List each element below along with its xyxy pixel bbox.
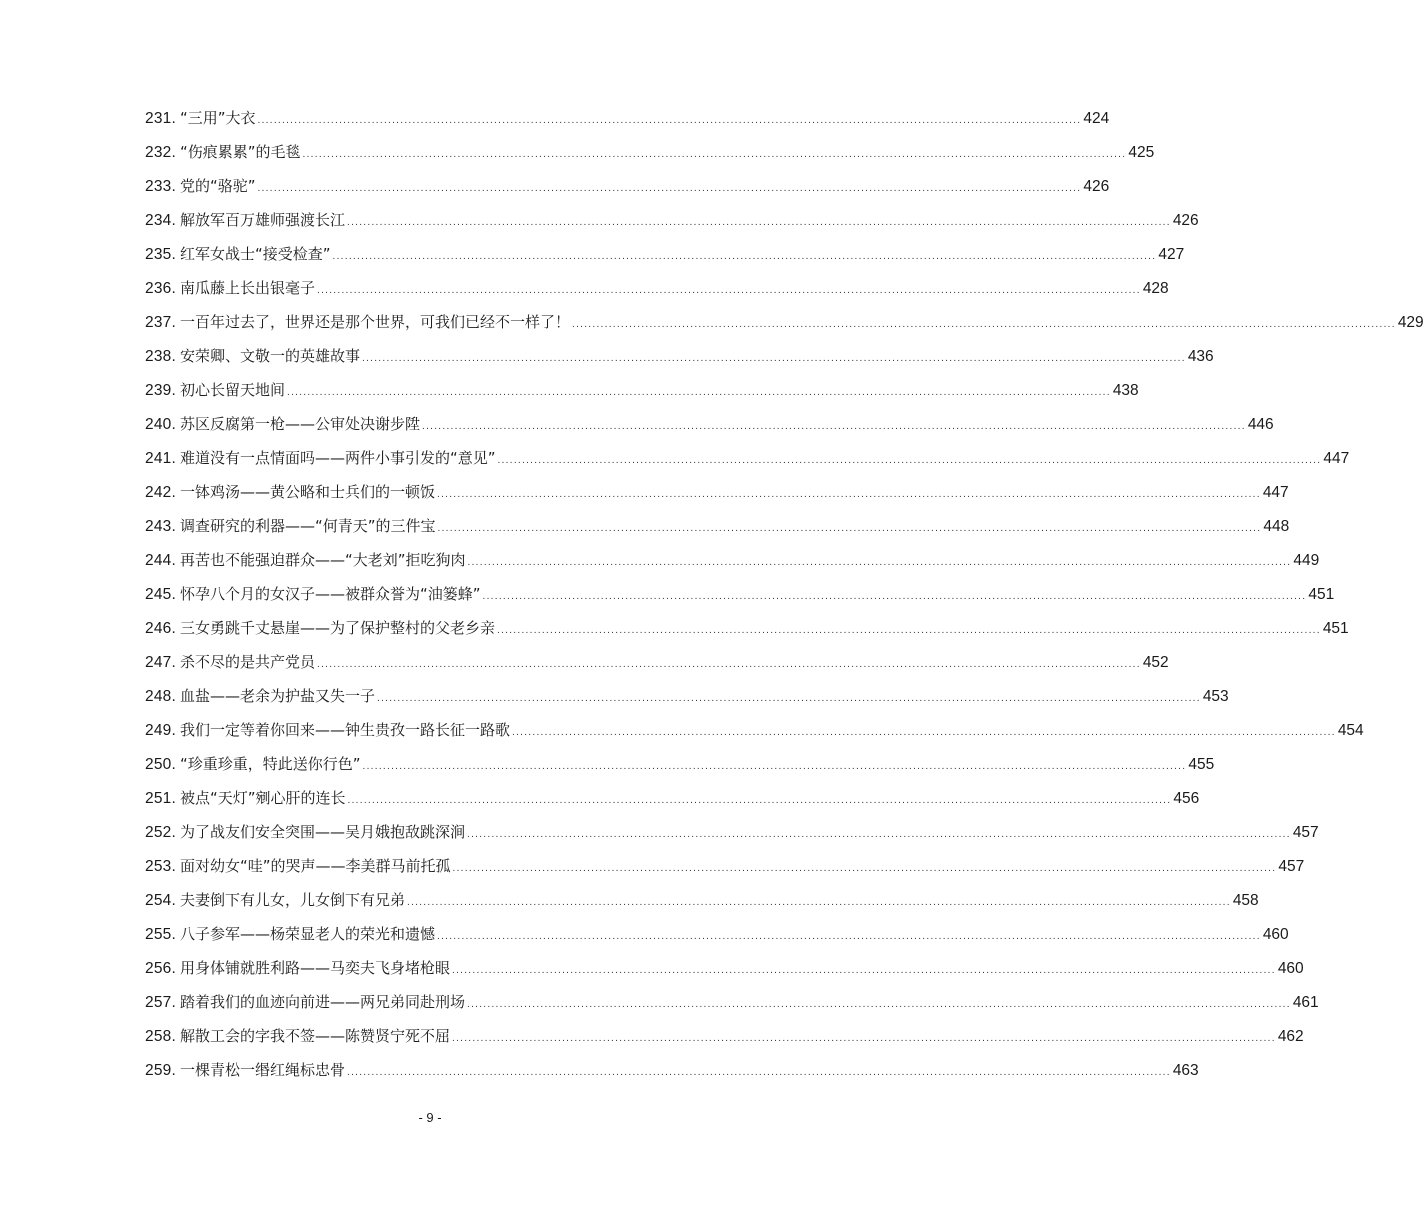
toc-entry-page: 448 <box>1263 518 1290 535</box>
toc-entry-title: 八子参军——杨荣显老人的荣光和遗憾 <box>179 925 435 943</box>
toc-entry-number: 231. <box>145 110 176 127</box>
toc-entry-number: 235. <box>145 246 176 263</box>
toc-entry-page: 457 <box>1278 858 1305 875</box>
toc-entry[interactable] <box>145 373 1139 407</box>
toc-entry[interactable] <box>145 577 1335 611</box>
toc-entry-number: 234. <box>145 212 176 229</box>
toc-dot-leader <box>362 342 1186 376</box>
toc-dot-leader <box>467 818 1291 852</box>
toc-dot-leader <box>437 920 1261 954</box>
toc-dot-leader <box>348 784 1172 818</box>
toc-entry[interactable] <box>145 237 1185 271</box>
toc-entry-number: 246. <box>145 620 176 637</box>
toc-dot-leader <box>333 240 1157 274</box>
toc-entry-page: 447 <box>1262 484 1289 501</box>
toc-entry-page: 463 <box>1172 1062 1199 1079</box>
toc-entry-page: 458 <box>1232 892 1259 909</box>
toc-entry-number: 240. <box>145 416 176 433</box>
toc-entry[interactable] <box>145 509 1290 543</box>
toc-entry[interactable] <box>145 645 1169 679</box>
toc-entry-number: 251. <box>145 790 176 807</box>
toc-entry-number: 249. <box>145 722 176 739</box>
toc-entry-number: 244. <box>145 552 176 569</box>
toc-entry-title: 用身体铺就胜利路——马奕夫飞身堵枪眼 <box>179 959 450 977</box>
toc-entry-page: 427 <box>1158 246 1185 263</box>
toc-entry-page: 449 <box>1293 552 1320 569</box>
toc-dot-leader <box>377 682 1201 716</box>
toc-entry[interactable] <box>145 407 1274 441</box>
toc-entry[interactable] <box>145 611 1349 645</box>
toc-entry-title: 初心长留天地间 <box>179 381 285 399</box>
toc-entry[interactable] <box>145 441 1350 475</box>
toc-dot-leader <box>422 410 1246 444</box>
toc-dot-leader <box>452 1022 1276 1056</box>
toc-entry-page: 426 <box>1172 212 1199 229</box>
toc-dot-leader <box>317 648 1141 682</box>
toc-entry-title: 红军女战士“接受检查” <box>179 245 331 263</box>
page-number: - 9 - <box>418 1110 442 1125</box>
toc-entry-number: 239. <box>145 382 176 399</box>
toc-entry-number: 232. <box>145 144 176 161</box>
toc-dot-leader <box>437 478 1261 512</box>
toc-entry-title: 怀孕八个月的女汉子——被群众誉为“油篓蜂” <box>179 585 481 603</box>
toc-entry-title: 杀不尽的是共产党员 <box>179 653 315 671</box>
toc-entry[interactable] <box>145 849 1305 883</box>
toc-dot-leader <box>287 376 1111 410</box>
toc-dot-leader <box>497 614 1321 648</box>
toc-entry-title: 南瓜藤上长出银毫子 <box>179 279 315 297</box>
toc-entry-title: “三用”大衣 <box>179 109 256 127</box>
toc-entry-title: 踏着我们的血迹向前进——两兄弟同赴刑场 <box>179 993 465 1011</box>
toc-entry-number: 238. <box>145 348 176 365</box>
toc-entry[interactable] <box>145 339 1214 373</box>
toc-entry-number: 243. <box>145 518 176 535</box>
toc-entry-page: 461 <box>1292 994 1319 1011</box>
toc-entry-page: 462 <box>1277 1028 1304 1045</box>
toc-entry-page: 453 <box>1202 688 1229 705</box>
toc-entry[interactable] <box>145 543 1320 577</box>
toc-dot-leader <box>498 444 1322 478</box>
toc-entry[interactable] <box>145 203 1199 237</box>
toc-entry[interactable] <box>145 475 1289 509</box>
toc-entry-number: 237. <box>145 314 176 331</box>
toc-entry-title: 我们一定等着你回来——钟生贵孜一路长征一路歌 <box>179 721 510 739</box>
toc-dot-leader <box>483 580 1307 614</box>
toc-entry-page: 429 <box>1397 314 1424 331</box>
toc-entry[interactable] <box>145 747 1215 781</box>
toc-dot-leader <box>468 546 1292 580</box>
toc-entry-page: 428 <box>1142 280 1169 297</box>
toc-dot-leader <box>467 988 1291 1022</box>
toc-entry-page: 451 <box>1322 620 1349 637</box>
toc-entry-number: 252. <box>145 824 176 841</box>
toc-entry-title: 一钵鸡汤——黄公略和士兵们的一顿饭 <box>179 483 435 501</box>
toc-dot-leader <box>303 138 1127 172</box>
toc-entry-title: “伤痕累累”的毛毯 <box>179 143 301 161</box>
toc-entry-title: 解放军百万雄师强渡长江 <box>179 211 345 229</box>
toc-entry-title: 党的“骆驼” <box>179 177 256 195</box>
toc-dot-leader <box>452 954 1276 988</box>
toc-entry-title: 面对幼女“哇”的哭声——李美群马前托孤 <box>179 857 451 875</box>
toc-dot-leader <box>363 750 1187 784</box>
toc-entry-title: 血盐——老余为护盐又失一子 <box>179 687 375 705</box>
toc-entry-number: 241. <box>145 450 176 467</box>
toc-entry-page: 460 <box>1262 926 1289 943</box>
toc-entry-title: 一百年过去了，世界还是那个世界，可我们已经不一样了！ <box>179 313 570 331</box>
toc-entry-number: 253. <box>145 858 176 875</box>
toc-entry-number: 258. <box>145 1028 176 1045</box>
toc-dot-leader <box>453 852 1277 886</box>
toc-entry-page: 438 <box>1112 382 1139 399</box>
toc-entry-title: “珍重珍重，特此送你行色” <box>179 755 361 773</box>
toc-entry-title: 苏区反腐第一枪——公审处决谢步陞 <box>179 415 420 433</box>
toc-entry-page: 460 <box>1277 960 1304 977</box>
toc-entry-title: 难道没有一点情面吗——两件小事引发的“意见” <box>179 449 496 467</box>
toc-entry-number: 259. <box>145 1062 176 1079</box>
toc-entry-number: 236. <box>145 280 176 297</box>
toc-entry[interactable] <box>145 951 1304 985</box>
toc-entry-number: 248. <box>145 688 176 705</box>
toc-entry-number: 242. <box>145 484 176 501</box>
toc-dot-leader <box>572 308 1396 342</box>
toc-entry[interactable] <box>145 679 1229 713</box>
toc-entry[interactable] <box>145 135 1155 169</box>
toc-entry-title: 被点“天灯”剜心肝的连长 <box>179 789 346 807</box>
toc-entry-number: 256. <box>145 960 176 977</box>
toc-entry[interactable] <box>145 305 1424 339</box>
toc-entry-page: 451 <box>1308 586 1335 603</box>
toc-dot-leader <box>347 206 1171 240</box>
toc-dot-leader <box>407 886 1231 920</box>
toc-dot-leader <box>317 274 1141 308</box>
toc-entry[interactable] <box>145 1019 1304 1053</box>
toc-entry-title: 调查研究的利器——“何青天”的三件宝 <box>179 517 436 535</box>
toc-entry-page: 454 <box>1337 722 1364 739</box>
toc-entry[interactable] <box>145 271 1169 305</box>
toc-entry-page: 436 <box>1187 348 1214 365</box>
toc-entry-title: 为了战友们安全突围——吴月娥抱敌跳深涧 <box>179 823 465 841</box>
toc-entry-page: 426 <box>1083 178 1110 195</box>
toc-entry-page: 457 <box>1292 824 1319 841</box>
toc-entry-number: 245. <box>145 586 176 603</box>
toc-entry-number: 257. <box>145 994 176 1011</box>
toc-entry-title: 一棵青松一缗红绳标忠骨 <box>179 1061 345 1079</box>
toc-entry-page: 424 <box>1083 110 1110 127</box>
toc-entry-page: 456 <box>1173 790 1200 807</box>
toc-dot-leader <box>347 1056 1171 1090</box>
toc-entry-title: 三女勇跳千丈悬崖——为了保护整村的父老乡亲 <box>179 619 495 637</box>
toc-entry[interactable] <box>145 985 1319 1019</box>
toc-dot-leader <box>512 716 1336 750</box>
toc-entry[interactable] <box>145 713 1364 747</box>
toc-entry-title: 安荣卿、文敬一的英雄故事 <box>179 347 360 365</box>
toc-entry-page: 425 <box>1128 144 1155 161</box>
toc-dot-leader <box>258 104 1082 138</box>
toc-entry-page: 452 <box>1142 654 1169 671</box>
toc-entry-number: 233. <box>145 178 176 195</box>
toc-entry-page: 455 <box>1188 756 1215 773</box>
toc-entry-title: 夫妻倒下有儿女，儿女倒下有兄弟 <box>179 891 405 909</box>
toc-entry[interactable] <box>145 1053 1199 1087</box>
toc-entry-number: 254. <box>145 892 176 909</box>
toc-entry-number: 250. <box>145 756 176 773</box>
toc-dot-leader <box>258 172 1082 206</box>
toc-entry-title: 解散工会的字我不签——陈赞贤宁死不屈 <box>179 1027 450 1045</box>
toc-entry-page: 447 <box>1323 450 1350 467</box>
toc-entry-number: 247. <box>145 654 176 671</box>
toc-entry-title: 再苦也不能强迫群众——“大老刘”拒吃狗肉 <box>179 551 466 569</box>
toc-dot-leader <box>438 512 1262 546</box>
toc-entry[interactable] <box>145 169 1110 203</box>
toc-entry[interactable] <box>145 883 1259 917</box>
toc-entry[interactable] <box>145 781 1200 815</box>
toc-entry[interactable] <box>145 917 1289 951</box>
toc-entry-page: 446 <box>1247 416 1274 433</box>
toc-entry[interactable] <box>145 101 1110 135</box>
toc-entry[interactable] <box>145 815 1319 849</box>
toc-entry-number: 255. <box>145 926 176 943</box>
table-of-contents <box>145 101 1424 1087</box>
